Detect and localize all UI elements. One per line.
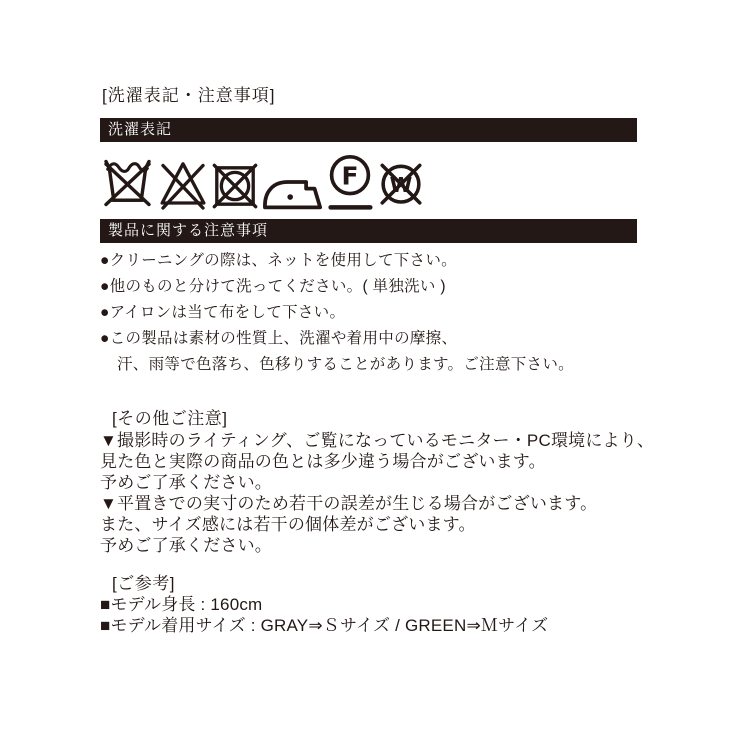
other-note-line: ▼撮影時のライティング、ご覧になっているモニター・PC環境により、 (100, 431, 655, 450)
other-note-line: また、サイズ感には若干の個体差がございます。 (100, 515, 476, 534)
product-note: ●クリーニングの際は、ネットを使用して下さい。 (100, 252, 457, 269)
wet-clean-letter: W (389, 173, 413, 198)
product-notes-list (100, 248, 637, 378)
care-symbols-row (100, 150, 637, 212)
other-notes-section (100, 408, 655, 556)
dry-clean-letter: F (341, 161, 359, 191)
page-title: [洗濯表記・注意事項] (102, 86, 276, 105)
reference-section (100, 573, 637, 636)
other-note-line: 見た色と実際の商品の色とは多少違う場合がございます。 (100, 452, 546, 471)
product-note: ●他のものと分けて洗ってください。( 単独洗い ) (100, 278, 446, 295)
dry-clean-f-gentle-icon (327, 154, 373, 212)
product-note: ●この製品は素材の性質上、洗濯や着用中の摩擦、 (100, 330, 458, 347)
section-bar-product-notes (100, 219, 637, 243)
section-bar-wash-label (100, 118, 637, 142)
other-note-line: ▼平置きでの実寸のため若干の誤差が生じる場合がございます。 (100, 494, 598, 513)
page-content (100, 86, 655, 636)
product-notes-bar-title: 製品に関する注意事項 (108, 222, 269, 239)
model-size-line: ■モデル着用サイズ : GRAY⇒Ｓサイズ / GREEN⇒Ｍサイズ (100, 616, 549, 635)
product-note-continuation: 汗、雨等で色落ち、色移りすることがあります。ご注意下さい。 (117, 356, 574, 373)
other-note-line: 予めご了承ください。 (100, 536, 272, 555)
do-not-wet-clean-icon (376, 159, 426, 212)
do-not-wash-icon (100, 154, 155, 212)
other-notes-heading: [その他ご注意] (112, 409, 228, 428)
reference-heading: [ご参考] (112, 574, 175, 593)
iron-low-heat-icon (262, 168, 324, 212)
product-note: ●アイロンは当て布をして下さい。 (100, 304, 346, 321)
do-not-tumble-dry-icon (211, 160, 259, 212)
model-height-line: ■モデル身長 : 160cm (100, 595, 263, 614)
do-not-bleach-icon (158, 154, 208, 212)
wash-label-bar-title: 洗濯表記 (108, 121, 173, 138)
other-note-line: 予めご了承ください。 (100, 473, 272, 492)
